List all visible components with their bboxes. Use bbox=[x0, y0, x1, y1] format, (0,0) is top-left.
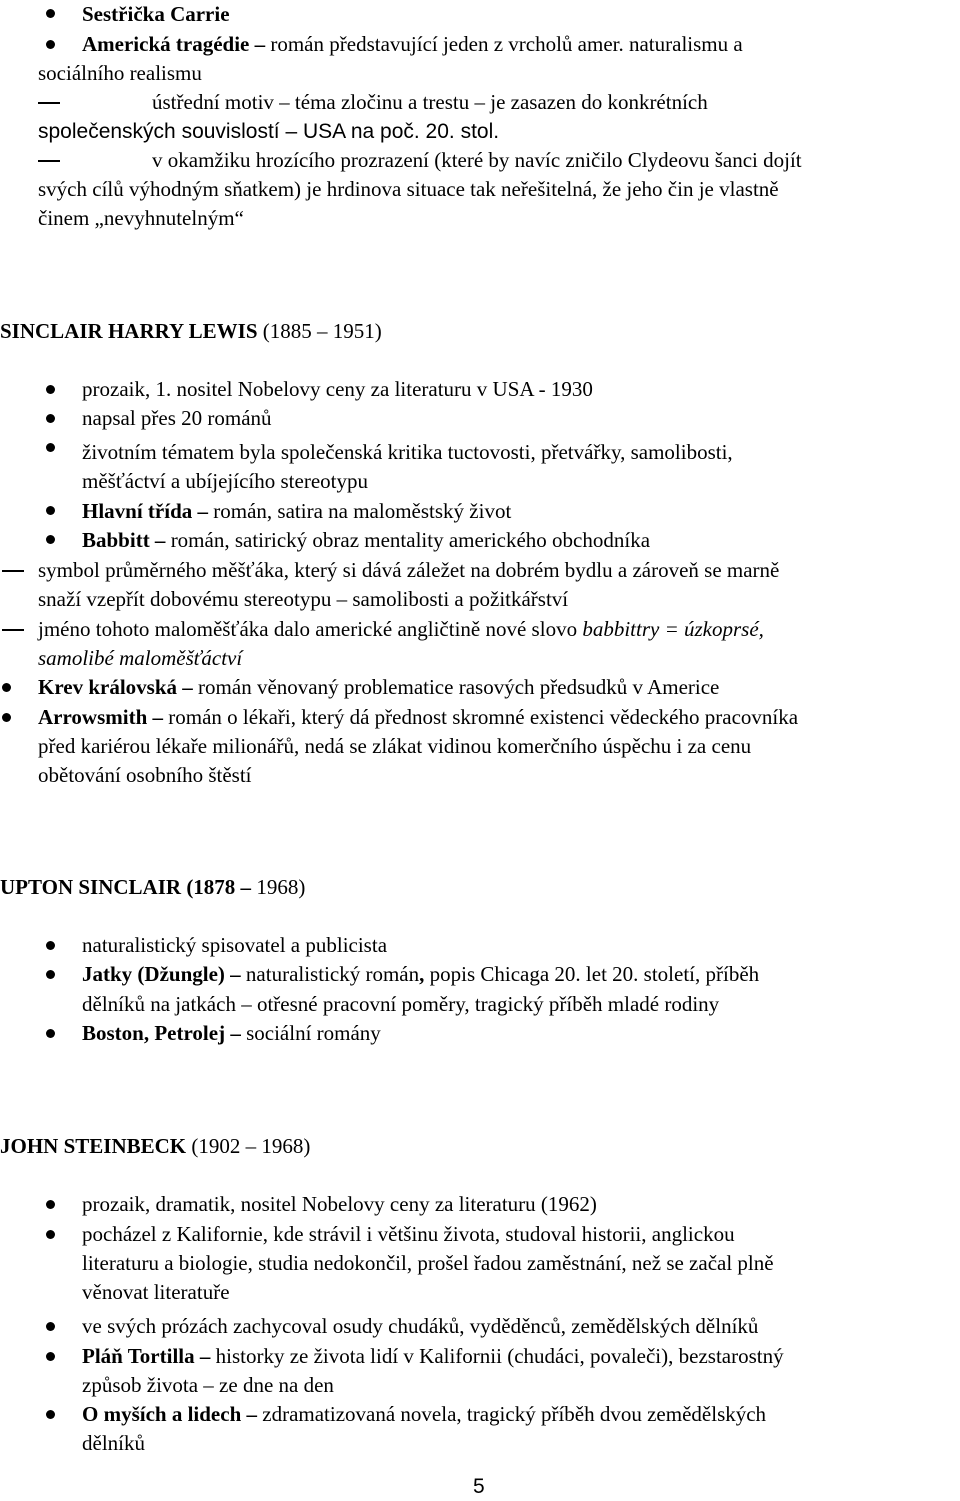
text-line: dělníků na jatkách – otřesné pracovní poměry, tragický příběh mladé rodiny bbox=[82, 992, 720, 1016]
heading-dates: 1968) bbox=[251, 875, 306, 899]
bullet-icon bbox=[2, 713, 11, 722]
heading-name: JOHN STEINBECK bbox=[0, 1134, 187, 1158]
text-line: věnovat literatuře bbox=[82, 1280, 230, 1304]
heading-name: SINCLAIR HARRY LEWIS bbox=[0, 319, 258, 343]
list-item: životním tématem byla společenská kritika tuctovosti, přetvářky, samolibosti, bbox=[82, 440, 733, 464]
dash-icon bbox=[38, 160, 60, 162]
text-line: snaží vzepřít dobovému stereotypu – samolibosti a požitkářství bbox=[38, 587, 569, 611]
work-title: Arrowsmith – bbox=[38, 705, 164, 729]
text-line: v okamžiku hrozícího prozrazení (které by navíc zničilo Clydeovu šanci dojít bbox=[152, 148, 802, 172]
list-item: prozaik, 1. nositel Nobelovy ceny za literaturu v USA - 1930 bbox=[82, 377, 593, 401]
bullet-icon bbox=[46, 1410, 55, 1419]
list-item: napsal přes 20 románů bbox=[82, 406, 272, 430]
list-item bbox=[38, 673, 719, 702]
dash-icon bbox=[2, 570, 24, 572]
list-item bbox=[82, 526, 650, 555]
text-line: měšťáctví a ubíjejícího stereotypu bbox=[82, 469, 368, 493]
item-text: sociální romány bbox=[240, 1021, 381, 1045]
text-line: svých cílů výhodným sňatkem) je hrdinova situace tak neřešitelná, že jeho čin je vlastně bbox=[38, 177, 779, 201]
bullet-icon bbox=[46, 385, 55, 394]
item-text: román představující jeden z vrcholů amer. naturalismu a bbox=[265, 32, 743, 56]
section-heading bbox=[0, 1132, 310, 1161]
heading-dates: (1902 – 1968) bbox=[186, 1134, 311, 1158]
dash-icon bbox=[2, 629, 24, 631]
item-text: román, satira na maloměstský život bbox=[208, 499, 512, 523]
bullet-icon bbox=[46, 506, 55, 515]
list-item bbox=[82, 0, 230, 29]
list-item bbox=[82, 1019, 381, 1048]
text-line: ústřední motiv – téma zločinu a trestu – je zasazen do konkrétních bbox=[152, 90, 708, 114]
italic-term: babbittry = úzkoprsé, bbox=[582, 617, 764, 641]
bullet-icon bbox=[46, 1322, 55, 1331]
page-number: 5 bbox=[473, 1475, 485, 1498]
text-line: činem „nevyhnutelným“ bbox=[38, 206, 244, 230]
list-item bbox=[82, 1400, 766, 1429]
bullet-icon bbox=[46, 414, 55, 423]
bullet-icon bbox=[2, 683, 11, 692]
text-line: sociálního realismu bbox=[38, 61, 202, 85]
bullet-icon bbox=[46, 941, 55, 950]
work-title: Pláň Tortilla – bbox=[82, 1344, 211, 1368]
bullet-icon bbox=[46, 1029, 55, 1038]
item-text: historky ze života lidí v Kalifornii (chudáci, povaleči), bezstarostný bbox=[210, 1344, 784, 1368]
item-text: román věnovaný problematice rasových předsudků v Americe bbox=[192, 675, 720, 699]
list-item bbox=[82, 497, 511, 526]
text-line bbox=[38, 644, 242, 673]
list-item bbox=[38, 703, 798, 732]
text-line: literaturu a biologie, studia nedokončil, prošel řadou zaměstnání, než se začal plně bbox=[82, 1251, 774, 1275]
list-item: ve svých prózách zachycoval osudy chudáků, vyděděnců, zemědělských dělníků bbox=[82, 1314, 759, 1338]
item-text: naturalistický román bbox=[240, 962, 420, 986]
item-text: zdramatizovaná novela, tragický příběh dvou zemědělských bbox=[257, 1402, 767, 1426]
section-heading bbox=[0, 317, 382, 346]
bullet-icon bbox=[46, 40, 55, 49]
list-item bbox=[82, 1342, 784, 1371]
work-title: Jatky (Džungle) – bbox=[82, 962, 241, 986]
italic-term: samolibé maloměšťáctví bbox=[38, 646, 243, 670]
item-text: jméno tohoto maloměšťáka dalo americké angličtině nové slovo bbox=[38, 617, 583, 641]
bullet-icon bbox=[46, 1352, 55, 1361]
text-line: obětování osobního štěstí bbox=[38, 763, 252, 787]
list-item: naturalistický spisovatel a publicista bbox=[82, 933, 388, 957]
work-title: O myších a lidech – bbox=[82, 1402, 258, 1426]
dash-icon bbox=[38, 102, 60, 104]
item-text: román o lékaři, který dá přednost skromné existenci vědeckého pracovníka bbox=[163, 705, 799, 729]
list-item: pocházel z Kalifornie, kde strávil i většinu života, studoval historii, anglickou bbox=[82, 1222, 735, 1246]
bullet-icon bbox=[46, 970, 55, 979]
text-line: dělníků bbox=[82, 1431, 145, 1455]
bullet-icon bbox=[46, 1200, 55, 1209]
text-line: společenských souvislostí – USA na poč. 20. stol. bbox=[38, 120, 500, 143]
bullet-icon bbox=[46, 443, 55, 452]
work-title: Sestřička Carrie bbox=[82, 2, 230, 26]
list-item bbox=[82, 30, 743, 59]
item-text: popis Chicaga 20. let 20. století, příběh bbox=[424, 962, 760, 986]
work-title: Hlavní třída – bbox=[82, 499, 209, 523]
list-item bbox=[38, 615, 764, 644]
comma: , bbox=[419, 962, 425, 986]
list-item: symbol průměrného měšťáka, který si dává záležet na dobrém bydlu a zároveň se marně bbox=[38, 558, 780, 582]
bullet-icon bbox=[46, 1230, 55, 1239]
heading-name: UPTON SINCLAIR (1878 – bbox=[0, 875, 252, 899]
heading-dates: (1885 – 1951) bbox=[257, 319, 382, 343]
text-line: před kariérou lékaře milionářů, nedá se zlákat vidinou komerčního úspěchu i za cenu bbox=[38, 734, 752, 758]
section-heading bbox=[0, 873, 305, 902]
text-line: způsob života – ze dne na den bbox=[82, 1373, 334, 1397]
item-text: román, satirický obraz mentality amerického obchodníka bbox=[165, 528, 651, 552]
work-title: Boston, Petrolej – bbox=[82, 1021, 241, 1045]
list-item: prozaik, dramatik, nositel Nobelovy ceny za literaturu (1962) bbox=[82, 1192, 597, 1216]
bullet-icon bbox=[46, 9, 55, 18]
work-title: Babbitt – bbox=[82, 528, 166, 552]
bullet-icon bbox=[46, 535, 55, 544]
list-item bbox=[82, 960, 759, 989]
work-title: Krev královská – bbox=[38, 675, 193, 699]
work-title: Americká tragédie – bbox=[82, 32, 266, 56]
